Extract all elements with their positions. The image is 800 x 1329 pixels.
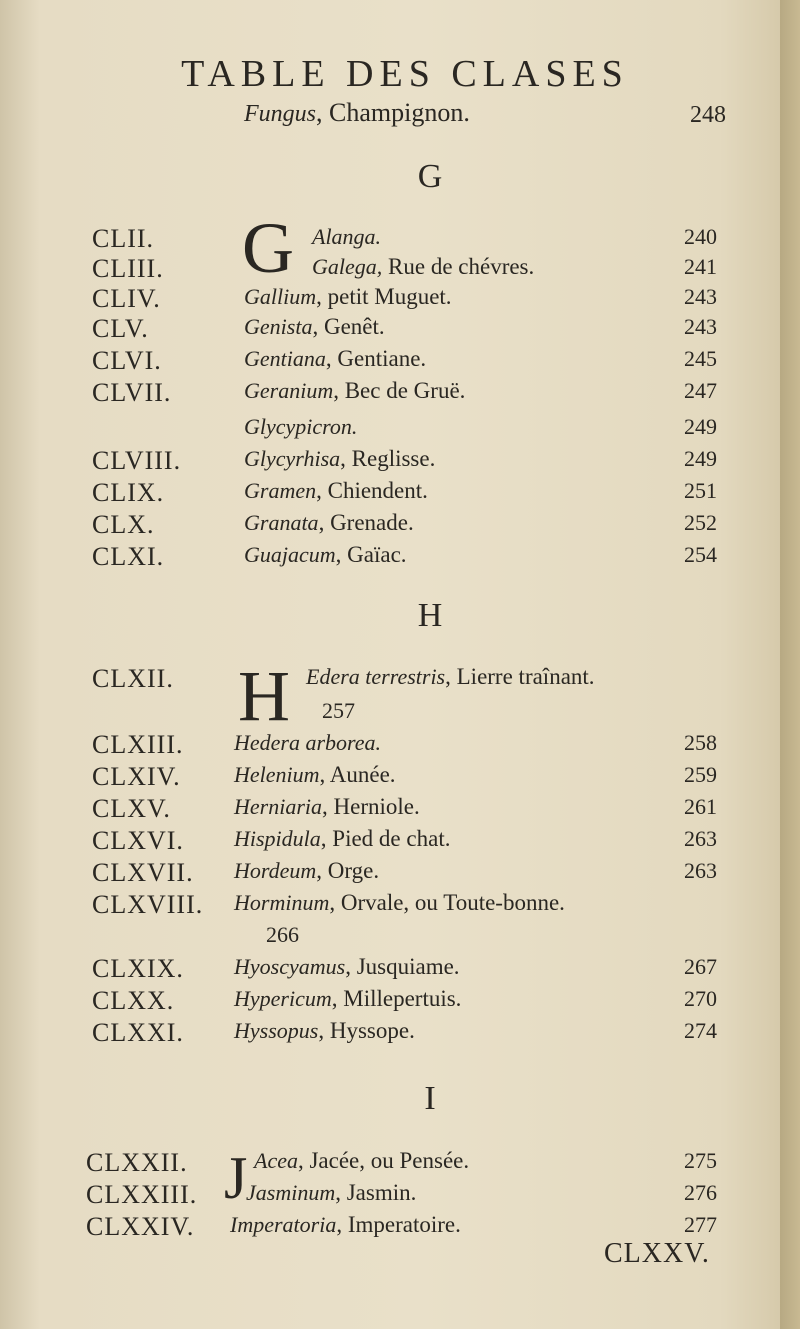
plant-name: Gallium, petit Muguet. (244, 284, 452, 309)
page-ref: 252 (684, 510, 717, 535)
plant-name: Jasminum, Jasmin. (246, 1180, 417, 1205)
class-number: CLXV. (92, 794, 171, 823)
class-number: CLXIX. (92, 954, 184, 983)
subtitle-latin: Fungus (244, 101, 316, 127)
page-ref: 275 (684, 1148, 717, 1173)
page-ref: 243 (684, 284, 717, 309)
plant-name: Glycyrhisa, Reglisse. (244, 446, 436, 471)
class-number: CLXIII. (92, 730, 184, 759)
class-number: CLIX. (92, 478, 165, 507)
page-ref: 251 (684, 478, 717, 503)
section-letter-i: I (424, 1080, 436, 1117)
plant-name: Gramen, Chiendent. (244, 478, 428, 503)
page-ref: 243 (684, 314, 717, 339)
page-ref: 266 (266, 922, 299, 947)
plant-name: Gentiana, Gentiane. (244, 346, 427, 371)
plant-name: Hedera arborea. (234, 730, 382, 755)
page-ref: 267 (684, 954, 717, 979)
subtitle-french: , Champignon. (316, 98, 470, 127)
plant-name: Granata, Grenade. (244, 510, 414, 535)
plant-name: Geranium, Bec de Gruë. (244, 378, 466, 403)
class-number: CLVII. (92, 378, 172, 407)
class-number: CLXXII. (86, 1148, 188, 1177)
page-ref: 277 (684, 1212, 717, 1237)
class-number: CLIII. (92, 254, 164, 283)
class-number: CLXIV. (92, 762, 181, 791)
class-number: CLXII. (92, 664, 174, 693)
class-number: CLVIII. (92, 446, 182, 475)
class-number: CLXX. (92, 986, 175, 1015)
class-number: CLV. (92, 314, 149, 343)
plant-name: Hyssopus, Hyssope. (234, 1018, 415, 1043)
class-number: CLX. (92, 510, 155, 539)
page-ref: 261 (684, 794, 717, 819)
page-ref: 263 (684, 858, 717, 883)
plant-name: Acea, Jacée, ou Pensée. (254, 1148, 470, 1173)
page-title: TABLE DES CLASES (181, 53, 629, 95)
page-number: 248 (690, 102, 726, 128)
plant-name: Hypericum, Millepertuis. (234, 986, 462, 1011)
page-ref: 257 (322, 698, 355, 723)
dropcap-g: G (242, 208, 294, 288)
class-number: CLXVII. (92, 858, 194, 887)
plant-name: Hordeum, Orge. (234, 858, 380, 883)
section-letter-g: G (417, 158, 443, 195)
section-letter-h: H (417, 597, 443, 634)
page-ref: 249 (684, 446, 717, 471)
page-ref: 245 (684, 346, 717, 371)
page-ref: 274 (684, 1018, 717, 1043)
plant-name: Glycypicron. (244, 414, 358, 439)
class-number: CLXVI. (92, 826, 184, 855)
plant-name: Guajacum, Gaïac. (244, 542, 407, 567)
class-number: CLXI. (92, 542, 165, 571)
page-ref: 276 (684, 1180, 717, 1205)
plant-name: Imperatoria, Imperatoire. (230, 1212, 461, 1237)
dropcap-h: H (238, 656, 290, 736)
plant-name: Edera terrestris, Lierre traînant. (306, 664, 595, 689)
page-ref: 240 (684, 224, 717, 249)
page-ref: 254 (684, 542, 717, 567)
class-number: CLVI. (92, 346, 162, 375)
dropcap-i: J (224, 1145, 248, 1211)
plant-name: Hyoscyamus, Jusquiame. (234, 954, 460, 979)
page-ref: 259 (684, 762, 717, 787)
plant-name: Genista, Genêt. (244, 314, 385, 339)
class-number: CLXVIII. (92, 890, 204, 919)
page-edge (780, 0, 800, 1329)
plant-name: Herniaria, Herniole. (234, 794, 420, 819)
page-ref: 241 (684, 254, 717, 279)
running-subtitle (244, 98, 470, 128)
page-ref: 247 (684, 378, 717, 403)
class-number: CLIV. (92, 284, 161, 313)
class-number: CLXXI. (92, 1018, 184, 1047)
plant-name: Alanga. (312, 224, 382, 249)
plant-name: Helenium, Aunée. (234, 762, 396, 787)
page-ref: 258 (684, 730, 717, 755)
plant-name: Hispidula, Pied de chat. (234, 826, 451, 851)
plant-name: Galega, Rue de chévres. (312, 254, 535, 279)
page-ref: 263 (684, 826, 717, 851)
class-number: CLII. (92, 224, 155, 253)
class-number: CLXXIV. (86, 1212, 195, 1241)
catchword: CLXXV. (604, 1238, 710, 1269)
page-ref: 249 (684, 414, 717, 439)
plant-name: Horminum, Orvale, ou Toute-bonne. (234, 890, 565, 915)
class-number: CLXXIII. (86, 1180, 198, 1209)
page-ref: 270 (684, 986, 717, 1011)
